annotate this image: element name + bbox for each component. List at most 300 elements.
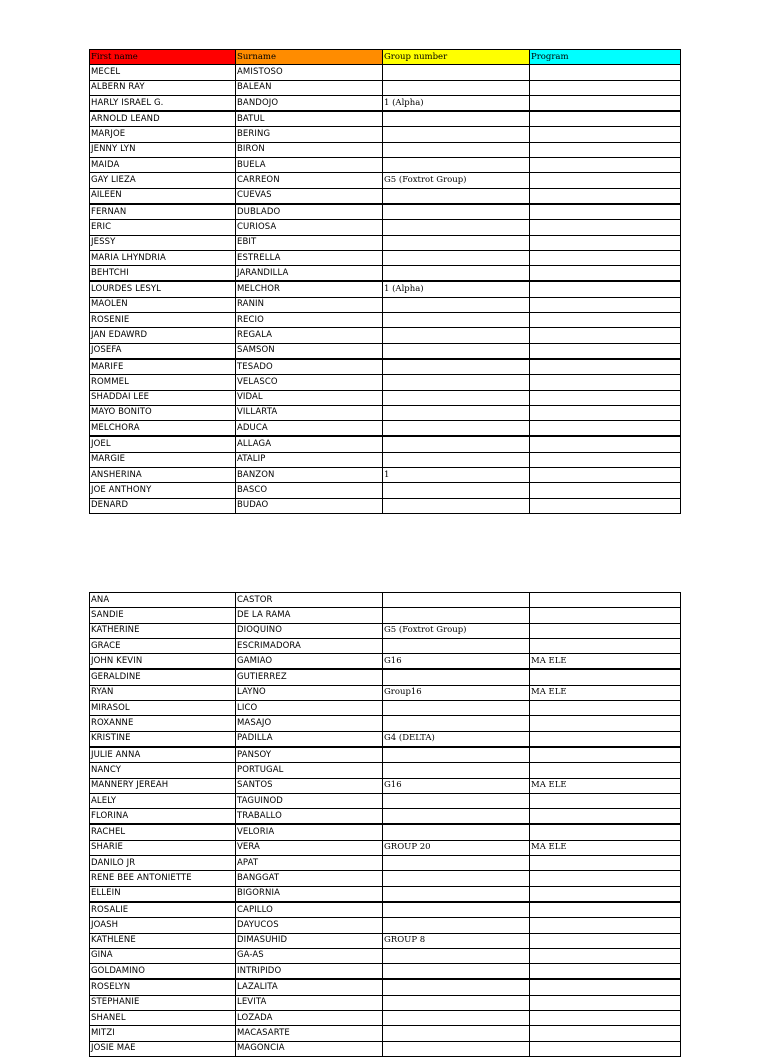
table-2-body (90, 593, 681, 1057)
first-name-cell: DANILO JR (90, 856, 236, 871)
group-number-cell: G16 (383, 654, 530, 670)
first-name-cell: JESSY (90, 235, 236, 250)
surname-cell: ESCRIMADORA (236, 638, 383, 653)
surname-cell: VIDAL (236, 390, 383, 405)
table-row (90, 468, 681, 483)
group-number-cell (383, 824, 530, 840)
table-row (90, 375, 681, 390)
group-number-cell: G5 (Foxtrot Group) (383, 173, 530, 188)
surname-cell: DIOQUINO (236, 623, 383, 638)
surname-cell: ADUCA (236, 421, 383, 437)
table-row (90, 235, 681, 250)
group-number-cell (383, 871, 530, 886)
surname-cell: BERING (236, 127, 383, 142)
group-number-cell (383, 204, 530, 220)
group-number-cell (383, 421, 530, 437)
group-number-cell: GROUP 20 (383, 840, 530, 855)
first-name-cell: JOASH (90, 918, 236, 933)
surname-cell: DUBLADO (236, 204, 383, 220)
program-cell (530, 188, 681, 204)
program-cell (530, 313, 681, 328)
program-cell (530, 220, 681, 235)
first-name-cell: MECEL (90, 65, 236, 80)
group-number-cell (383, 498, 530, 513)
table-row (90, 964, 681, 980)
table-row (90, 902, 681, 918)
surname-cell: ALLAGA (236, 436, 383, 452)
surname-cell: CARREON (236, 173, 383, 188)
table-row (90, 343, 681, 359)
program-cell (530, 468, 681, 483)
program-cell (530, 809, 681, 825)
group-number-cell (383, 918, 530, 933)
group-number-cell (383, 188, 530, 204)
surname-cell: TRABALLO (236, 809, 383, 825)
program-cell (530, 498, 681, 513)
group-number-cell (383, 328, 530, 343)
first-name-cell: JOE ANTHONY (90, 483, 236, 498)
first-name-cell: MANNERY JEREAH (90, 778, 236, 793)
first-name-cell: MITZI (90, 1026, 236, 1041)
group-number-cell: 1 (Alpha) (383, 95, 530, 111)
program-cell (530, 95, 681, 111)
student-group-table-1 (89, 49, 681, 514)
first-name-cell: ANSHERINA (90, 468, 236, 483)
group-number-cell (383, 80, 530, 95)
first-name-cell: AILEEN (90, 188, 236, 204)
group-number-cell (383, 483, 530, 498)
table-row (90, 127, 681, 142)
program-cell (530, 979, 681, 995)
group-number-cell: Group16 (383, 685, 530, 700)
group-number-cell (383, 127, 530, 142)
table-row (90, 65, 681, 80)
first-name-cell: DENARD (90, 498, 236, 513)
first-name-cell: SHARIE (90, 840, 236, 855)
surname-cell: SAMSON (236, 343, 383, 359)
surname-cell: DAYUCOS (236, 918, 383, 933)
program-cell (530, 142, 681, 157)
table-row (90, 250, 681, 265)
table-row (90, 111, 681, 127)
table-row (90, 701, 681, 716)
first-name-cell: JOEL (90, 436, 236, 452)
group-number-cell (383, 235, 530, 250)
table-row (90, 654, 681, 670)
group-number-cell (383, 793, 530, 808)
table-row (90, 593, 681, 608)
surname-cell: LEVITA (236, 995, 383, 1010)
group-number-cell: G5 (Foxtrot Group) (383, 623, 530, 638)
group-number-cell (383, 1041, 530, 1056)
program-cell: MA ELE (530, 778, 681, 793)
group-number-cell (383, 375, 530, 390)
program-cell: MA ELE (530, 840, 681, 855)
table-row (90, 840, 681, 855)
first-name-cell: LOURDES LESYL (90, 281, 236, 297)
surname-cell: EBIT (236, 235, 383, 250)
surname-cell: INTRIPIDO (236, 964, 383, 980)
first-name-cell: ROMMEL (90, 375, 236, 390)
table-row (90, 793, 681, 808)
table-row (90, 390, 681, 405)
group-number-cell: GROUP 8 (383, 933, 530, 948)
group-number-cell: 1 (Alpha) (383, 281, 530, 297)
table-row (90, 638, 681, 653)
group-number-cell (383, 452, 530, 467)
table-row (90, 142, 681, 157)
group-number-cell (383, 359, 530, 375)
program-cell (530, 405, 681, 420)
table-row (90, 266, 681, 282)
program-cell (530, 933, 681, 948)
first-name-cell: GRACE (90, 638, 236, 653)
first-name-cell: ROSALIE (90, 902, 236, 918)
first-name-cell: STEPHANIE (90, 995, 236, 1010)
group-number-cell (383, 65, 530, 80)
program-cell (530, 452, 681, 467)
first-name-cell: ROSENIE (90, 313, 236, 328)
first-name-cell: KRISTINE (90, 731, 236, 747)
table-row (90, 747, 681, 763)
group-number-cell (383, 979, 530, 995)
surname-cell: ATALIP (236, 452, 383, 467)
table-row (90, 204, 681, 220)
header-row (90, 50, 681, 65)
table-row (90, 436, 681, 452)
program-cell (530, 483, 681, 498)
surname-cell: ESTRELLA (236, 250, 383, 265)
surname-cell: BIRON (236, 142, 383, 157)
program-cell (530, 65, 681, 80)
surname-cell: MAGONCIA (236, 1041, 383, 1056)
surname-cell: BUELA (236, 158, 383, 173)
surname-cell: BASCO (236, 483, 383, 498)
table-row (90, 80, 681, 95)
program-cell (530, 902, 681, 918)
surname-cell: GUTIERREZ (236, 669, 383, 685)
program-cell (530, 669, 681, 685)
surname-cell: CUEVAS (236, 188, 383, 204)
first-name-cell: MARGIE (90, 452, 236, 467)
program-header: Program (530, 50, 681, 65)
table-row (90, 918, 681, 933)
table-row (90, 405, 681, 420)
program-cell (530, 886, 681, 902)
surname-cell: RANIN (236, 297, 383, 312)
surname-cell: REGALA (236, 328, 383, 343)
table-row (90, 979, 681, 995)
first-name-cell: JOHN KEVIN (90, 654, 236, 670)
first-name-cell: MELCHORA (90, 421, 236, 437)
group-number-cell (383, 964, 530, 980)
first-name-cell: MARIA LHYNDRIA (90, 250, 236, 265)
group-number-cell (383, 669, 530, 685)
program-cell (530, 343, 681, 359)
surname-cell: VELASCO (236, 375, 383, 390)
table-row (90, 483, 681, 498)
surname-cell: CAPILLO (236, 902, 383, 918)
first-name-cell: KATHERINE (90, 623, 236, 638)
program-cell (530, 127, 681, 142)
program-cell (530, 235, 681, 250)
surname-cell: BATUL (236, 111, 383, 127)
table-row (90, 623, 681, 638)
first-name-cell: ANA (90, 593, 236, 608)
group-number-cell (383, 747, 530, 763)
program-cell (530, 638, 681, 653)
program-cell (530, 731, 681, 747)
first-name-cell: BEHTCHI (90, 266, 236, 282)
program-cell (530, 824, 681, 840)
table-row (90, 158, 681, 173)
group-number-cell (383, 716, 530, 731)
first-name-cell: GINA (90, 948, 236, 963)
program-cell (530, 747, 681, 763)
surname-cell: MACASARTE (236, 1026, 383, 1041)
table-row (90, 359, 681, 375)
program-cell (530, 80, 681, 95)
group-number-cell (383, 638, 530, 653)
group-number-cell (383, 593, 530, 608)
program-cell (530, 390, 681, 405)
surname-cell: CURIOSA (236, 220, 383, 235)
first-name-cell: JAN EDAWRD (90, 328, 236, 343)
table-row (90, 313, 681, 328)
group-number-cell (383, 995, 530, 1010)
group-number-cell (383, 809, 530, 825)
first-name-cell: FERNAN (90, 204, 236, 220)
first-name-cell: ROSELYN (90, 979, 236, 995)
surname-cell: LOZADA (236, 1011, 383, 1026)
program-cell (530, 871, 681, 886)
table-row (90, 809, 681, 825)
surname-cell: MASAJO (236, 716, 383, 731)
surname-cell: VERA (236, 840, 383, 855)
first-name-cell: MAIDA (90, 158, 236, 173)
group-number-cell (383, 763, 530, 778)
program-cell (530, 918, 681, 933)
program-cell (530, 1026, 681, 1041)
surname-header: Surname (236, 50, 383, 65)
program-cell (530, 297, 681, 312)
first-name-cell: ALELY (90, 793, 236, 808)
table-row (90, 1041, 681, 1056)
table-row (90, 498, 681, 513)
surname-cell: CASTOR (236, 593, 383, 608)
table-row (90, 856, 681, 871)
first-name-cell: RACHEL (90, 824, 236, 840)
first-name-cell: SHADDAI LEE (90, 390, 236, 405)
first-name-cell: JOSIE MAE (90, 1041, 236, 1056)
table-row (90, 871, 681, 886)
program-cell (530, 964, 681, 980)
group-number-cell (383, 948, 530, 963)
program-cell (530, 266, 681, 282)
surname-cell: BANDOJO (236, 95, 383, 111)
program-cell (530, 995, 681, 1010)
group-number-cell (383, 343, 530, 359)
program-cell (530, 793, 681, 808)
surname-cell: TESADO (236, 359, 383, 375)
table-row (90, 948, 681, 963)
first-name-cell: JENNY LYN (90, 142, 236, 157)
group-number-cell (383, 856, 530, 871)
surname-cell: DE LA RAMA (236, 608, 383, 623)
table-row (90, 328, 681, 343)
table-row (90, 763, 681, 778)
surname-cell: JARANDILLA (236, 266, 383, 282)
first-name-cell: RYAN (90, 685, 236, 700)
program-cell (530, 421, 681, 437)
surname-cell: PANSOY (236, 747, 383, 763)
first-name-cell: SANDIE (90, 608, 236, 623)
table-row (90, 95, 681, 111)
group-number-cell: G4 (DELTA) (383, 731, 530, 747)
student-group-table-2 (89, 592, 681, 1057)
table-row (90, 716, 681, 731)
surname-cell: MELCHOR (236, 281, 383, 297)
group-number-cell (383, 266, 530, 282)
program-cell (530, 281, 681, 297)
first-name-cell: MARIFE (90, 359, 236, 375)
program-cell (530, 701, 681, 716)
surname-cell: BIGORNIA (236, 886, 383, 902)
program-cell (530, 250, 681, 265)
surname-cell: VELORIA (236, 824, 383, 840)
first-name-cell: ELLEIN (90, 886, 236, 902)
group-number-cell (383, 297, 530, 312)
program-cell (530, 763, 681, 778)
program-cell (530, 359, 681, 375)
surname-cell: BANGGAT (236, 871, 383, 886)
first-name-cell: ARNOLD LEAND (90, 111, 236, 127)
first-name-cell: RENE BEE ANTONIETTE (90, 871, 236, 886)
first-name-cell: ALBERN RAY (90, 80, 236, 95)
group-number-cell (383, 220, 530, 235)
group-number-cell (383, 701, 530, 716)
group-number-cell (383, 250, 530, 265)
table-row (90, 608, 681, 623)
surname-cell: DIMASUHID (236, 933, 383, 948)
group-number-cell (383, 390, 530, 405)
surname-cell: RECIO (236, 313, 383, 328)
first-name-cell: MIRASOL (90, 701, 236, 716)
table-row (90, 824, 681, 840)
table-row (90, 452, 681, 467)
surname-cell: LAYNO (236, 685, 383, 700)
surname-cell: GAMIAO (236, 654, 383, 670)
group-number-cell (383, 313, 530, 328)
first-name-cell: FLORINA (90, 809, 236, 825)
surname-cell: AMISTOSO (236, 65, 383, 80)
surname-cell: PADILLA (236, 731, 383, 747)
program-cell: MA ELE (530, 654, 681, 670)
program-cell (530, 856, 681, 871)
program-cell (530, 375, 681, 390)
program-cell (530, 623, 681, 638)
group-number-cell (383, 111, 530, 127)
table-row (90, 886, 681, 902)
table-row (90, 685, 681, 700)
surname-cell: BUDAO (236, 498, 383, 513)
surname-cell: APAT (236, 856, 383, 871)
table-row (90, 933, 681, 948)
group-number-header: Group number (383, 50, 530, 65)
first-name-cell: GAY LIEZA (90, 173, 236, 188)
group-number-cell: G16 (383, 778, 530, 793)
first-name-cell: JULIE ANNA (90, 747, 236, 763)
surname-cell: BANZON (236, 468, 383, 483)
group-number-cell (383, 405, 530, 420)
program-cell (530, 158, 681, 173)
table-row (90, 421, 681, 437)
surname-cell: VILLARTA (236, 405, 383, 420)
program-cell (530, 716, 681, 731)
table-row (90, 220, 681, 235)
table-row (90, 669, 681, 685)
table-row (90, 281, 681, 297)
program-cell (530, 111, 681, 127)
group-number-cell (383, 1026, 530, 1041)
first-name-cell: GERALDINE (90, 669, 236, 685)
table-row (90, 173, 681, 188)
program-cell (530, 1041, 681, 1056)
surname-cell: BALEAN (236, 80, 383, 95)
table-row (90, 778, 681, 793)
program-cell (530, 948, 681, 963)
program-cell (530, 436, 681, 452)
surname-cell: SANTOS (236, 778, 383, 793)
first-name-header: First name (90, 50, 236, 65)
table-row (90, 188, 681, 204)
first-name-cell: MAOLEN (90, 297, 236, 312)
group-number-cell (383, 902, 530, 918)
first-name-cell: JOSEFA (90, 343, 236, 359)
group-number-cell (383, 158, 530, 173)
program-cell: MA ELE (530, 685, 681, 700)
table-row (90, 731, 681, 747)
group-number-cell (383, 608, 530, 623)
group-number-cell (383, 886, 530, 902)
surname-cell: PORTUGAL (236, 763, 383, 778)
surname-cell: GA-AS (236, 948, 383, 963)
first-name-cell: MARJOE (90, 127, 236, 142)
program-cell (530, 328, 681, 343)
program-cell (530, 608, 681, 623)
table-row (90, 1026, 681, 1041)
surname-cell: LAZALITA (236, 979, 383, 995)
surname-cell: TAGUINOD (236, 793, 383, 808)
first-name-cell: ERIC (90, 220, 236, 235)
first-name-cell: KATHLENE (90, 933, 236, 948)
group-number-cell (383, 142, 530, 157)
table-row (90, 297, 681, 312)
program-cell (530, 204, 681, 220)
first-name-cell: SHANEL (90, 1011, 236, 1026)
group-number-cell: 1 (383, 468, 530, 483)
program-cell (530, 173, 681, 188)
table-row (90, 995, 681, 1010)
group-number-cell (383, 436, 530, 452)
first-name-cell: GOLDAMINO (90, 964, 236, 980)
program-cell (530, 593, 681, 608)
first-name-cell: HARLY ISRAEL G. (90, 95, 236, 111)
first-name-cell: NANCY (90, 763, 236, 778)
table-1-body (90, 65, 681, 514)
surname-cell: LICO (236, 701, 383, 716)
first-name-cell: ROXANNE (90, 716, 236, 731)
